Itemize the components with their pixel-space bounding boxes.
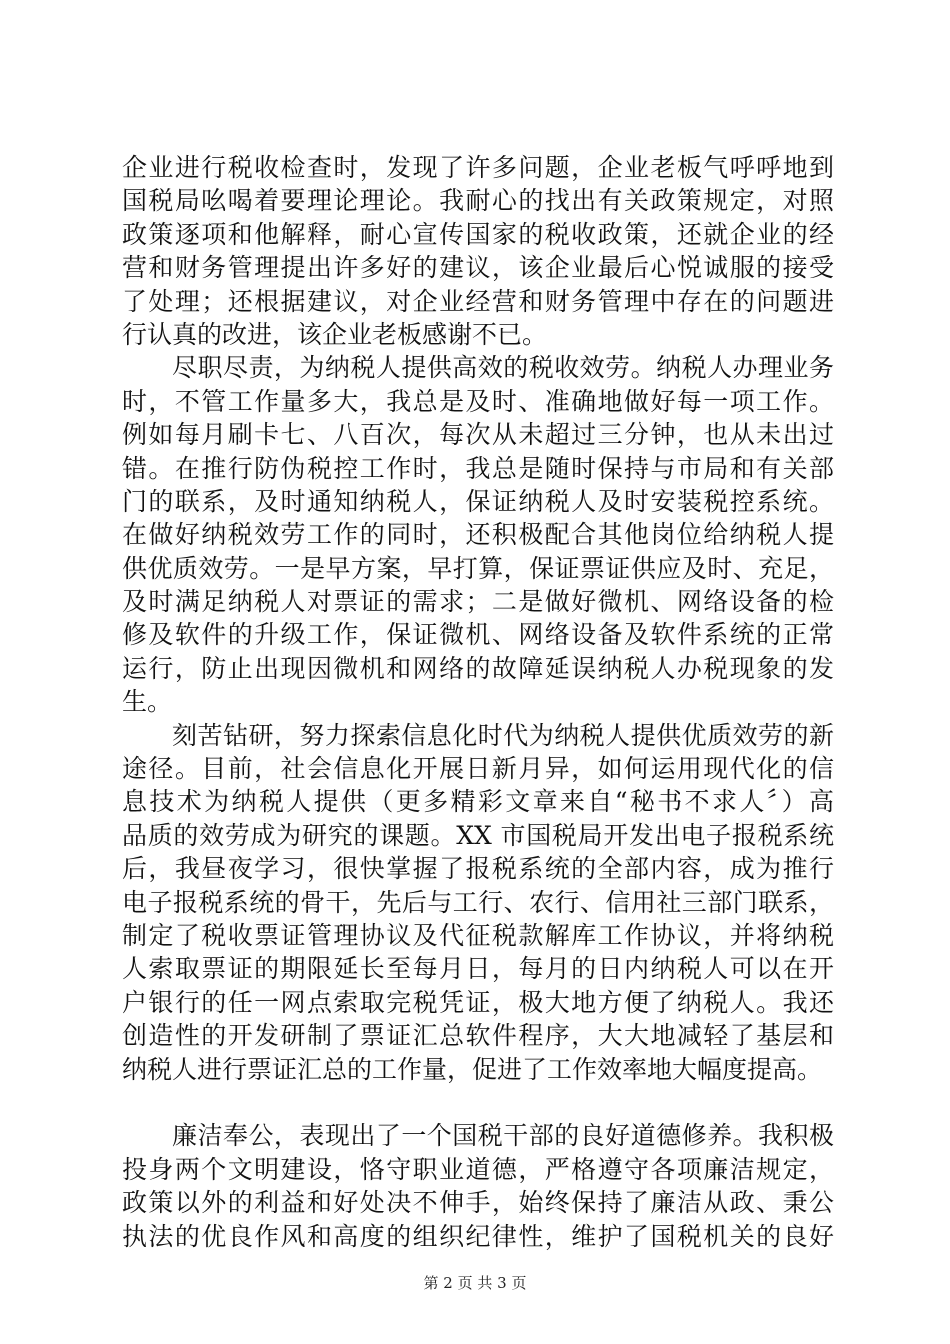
text-line: 执法的优良作风和高度的组织纪律性，维护了国税机关的良好: [122, 1221, 834, 1251]
text-line: 供优质效劳。一是早方案，早打算，保证票证供应及时、充足，: [122, 553, 834, 583]
text-line: 后，我昼夜学习，很快掌握了报税系统的全部内容，成为推行: [122, 854, 834, 884]
text-line: 及时满足纳税人对票证的需求；二是做好微机、网络设备的检: [122, 587, 834, 617]
text-line: 户银行的任一网点索取完税凭证，极大地方便了纳税人。我还: [122, 987, 834, 1017]
text-line: 了处理；还根据建议，对企业经营和财务管理中存在的问题进: [122, 286, 834, 316]
text-line: 错。在推行防伪税控工作时，我总是随时保持与市局和有关部: [122, 453, 834, 483]
paragraph: [122, 151, 834, 351]
page-footer: [0, 1272, 950, 1293]
text-line: 修及软件的升级工作，保证微机、网络设备及软件系统的正常: [122, 620, 834, 650]
text-line: 制定了税收票证管理协议及代征税款解库工作协议，并将纳税: [122, 920, 834, 950]
text-line: 品质的效劳成为研究的课题。XX 市国税局开发出电子报税系统: [122, 820, 834, 850]
text-line: 在做好纳税效劳工作的同时，还积极配合其他岗位给纳税人提: [122, 520, 834, 550]
paragraph: [122, 1119, 834, 1253]
text-line: 政策以外的利益和好处决不伸手，始终保持了廉洁从政、秉公: [122, 1188, 834, 1218]
text-line: 企业进行税收检查时，发现了许多问题，企业老板气呼呼地到: [122, 153, 834, 182]
text-line: 人索取票证的期限延长至每月日，每月的日内纳税人可以在开: [122, 954, 834, 984]
text-line: 营和财务管理提出许多好的建议，该企业最后心悦诚服的接受: [122, 253, 834, 283]
text-line: 运行，防止出现因微机和网络的故障延误纳税人办税现象的发: [122, 653, 834, 683]
text-line: 门的联系，及时通知纳税人，保证纳税人及时安装税控系统。: [122, 486, 834, 516]
text-line: 纳税人进行票证汇总的工作量，促进了工作效率地大幅度提高。: [122, 1054, 823, 1084]
text-line: 行认真的改进，该企业老板感谢不已。: [122, 319, 548, 349]
text-line: 国税局吆喝着要理论理论。我耐心的找出有关政策规定，对照: [122, 186, 834, 216]
text-line: 生。: [122, 687, 173, 717]
text-line: 投身两个文明建设，恪守职业道德，严格遵守各项廉洁规定，: [122, 1154, 834, 1184]
paragraph: [122, 719, 834, 1086]
document-body: [122, 151, 834, 1253]
paragraph-gap: [122, 1086, 834, 1119]
text-line: 电子报税系统的骨干，先后与工行、农行、信用社三部门联系，: [122, 887, 834, 917]
text-line: 廉洁奉公，表现出了一个国税干部的良好道德修养。我积极: [172, 1121, 834, 1151]
text-line: 政策逐项和他解释，耐心宣传国家的税收政策，还就企业的经: [122, 219, 834, 249]
text-line: 刻苦钻研，努力探索信息化时代为纳税人提供优质效劳的新: [172, 720, 834, 750]
text-line: 时，不管工作量多大，我总是及时、准确地做好每一项工作。: [122, 386, 834, 416]
text-line: 创造性的开发研制了票证汇总软件程序，大大地减轻了基层和: [122, 1021, 834, 1051]
text-line: 例如每月刷卡七、八百次，每次从未超过三分钟，也从未出过: [122, 420, 834, 450]
page-number-label: 第 2 页 共 3 页: [423, 1274, 527, 1292]
paragraph: [122, 351, 834, 718]
text-line: 途径。目前，社会信息化开展日新月异，如何运用现代化的信: [122, 754, 834, 784]
text-line: 息技术为纳税人提供（更多精彩文章来自“秘书不求人〞）高: [122, 787, 834, 817]
text-line: 尽职尽责，为纳税人提供高效的税收效劳。纳税人办理业务: [172, 353, 834, 383]
